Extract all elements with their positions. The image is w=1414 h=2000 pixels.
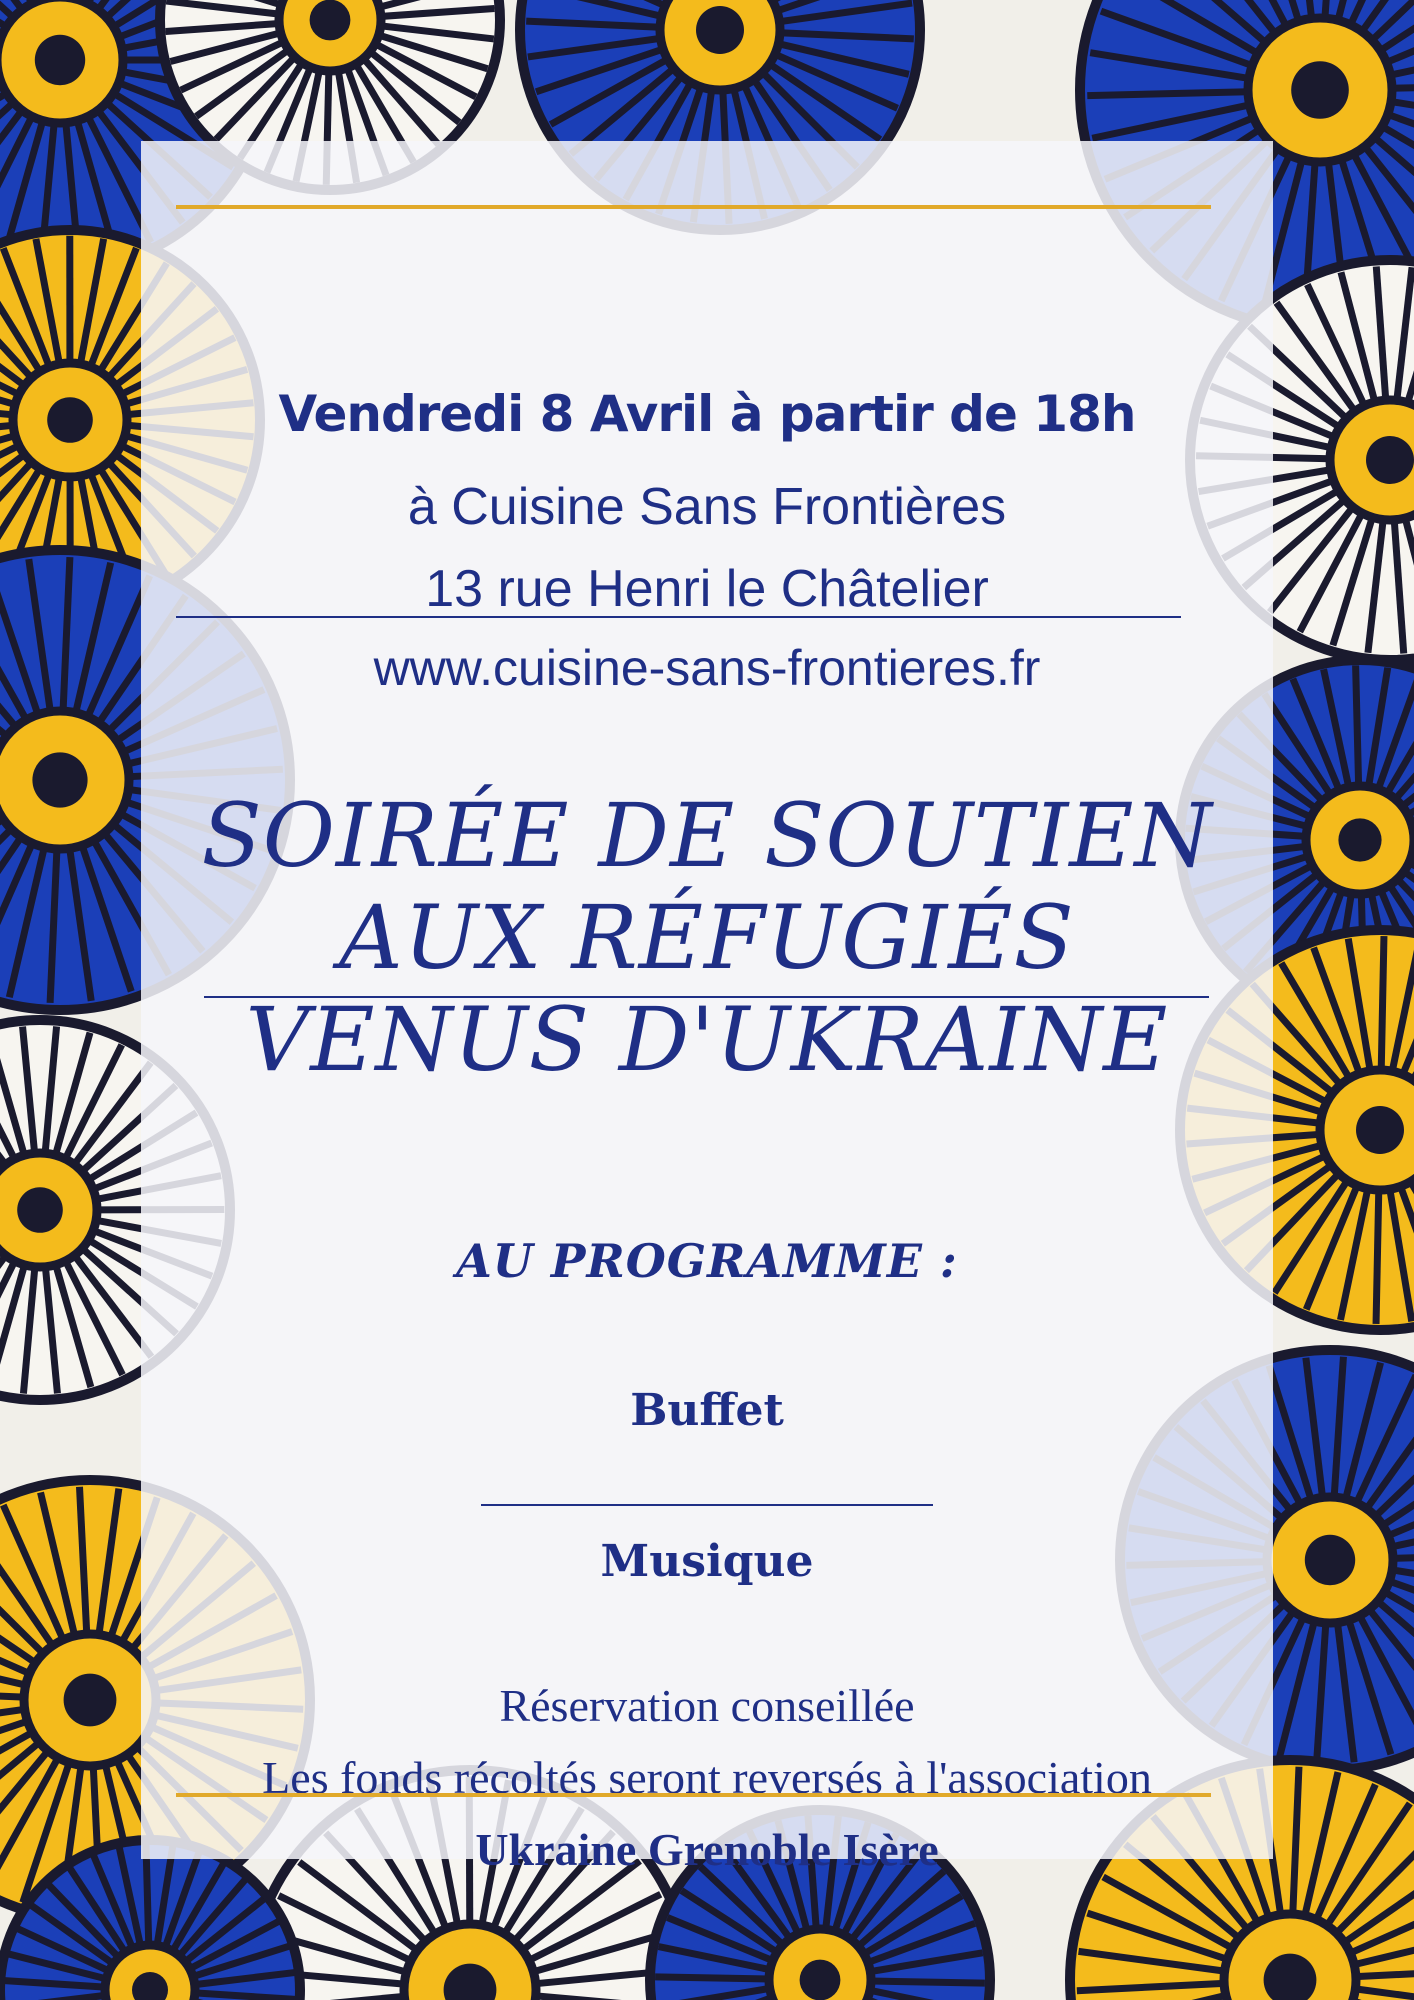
event-website-link[interactable]: www.cuisine-sans-frontieres.fr — [373, 640, 1041, 696]
event-title-line-3: VENUS D'UKRAINE — [245, 988, 1169, 1091]
program-heading: AU PROGRAMME : — [456, 1234, 958, 1288]
footer-divider — [481, 1504, 933, 1506]
event-date-time: Vendredi 8 Avril à partir de 18h — [278, 385, 1136, 443]
event-title-line-1: SOIRÉE DE SOUTIEN — [201, 784, 1213, 887]
event-address: 13 rue Henri le Châtelier — [425, 560, 989, 618]
event-title-line-2: AUX RÉFUGIÉS — [339, 886, 1075, 989]
event-title — [141, 785, 1273, 1091]
event-venue: à Cuisine Sans Frontières — [407, 478, 1007, 536]
bottom-gold-divider — [176, 1793, 1211, 1797]
program-item-buffet: Buffet — [630, 1385, 784, 1436]
program-item-musique: Musique — [600, 1536, 814, 1587]
association-name: Ukraine Grenoble Isère — [475, 1824, 939, 1875]
reservation-note: Réservation conseillée — [499, 1680, 915, 1731]
title-top-divider — [176, 616, 1181, 618]
top-gold-divider — [176, 205, 1211, 209]
poster-card — [141, 141, 1273, 1875]
title-bottom-divider — [204, 996, 1209, 998]
funds-note: Les fonds récoltés seront reversés à l'association — [262, 1752, 1152, 1803]
